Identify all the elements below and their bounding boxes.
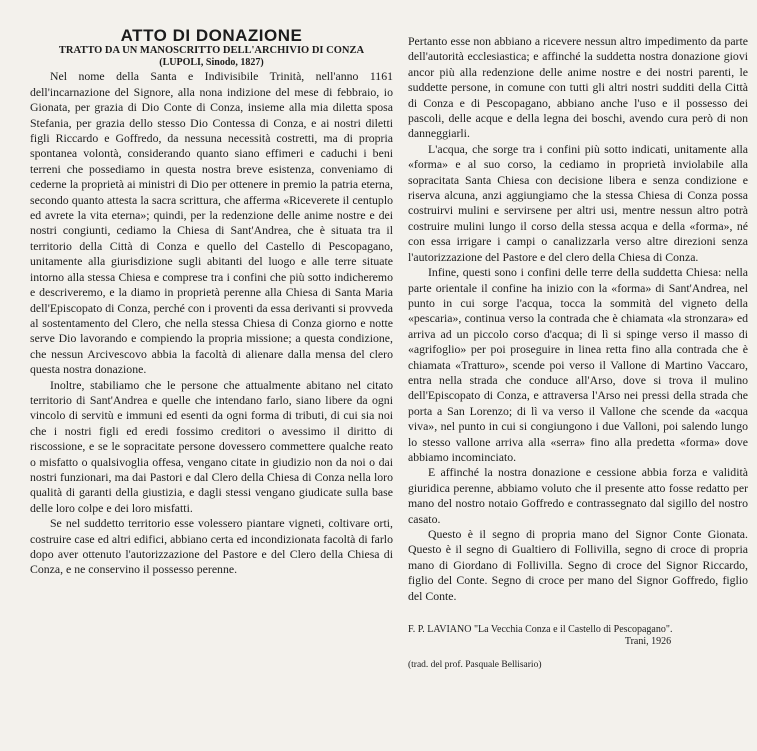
paragraph: Pertanto esse non abbiano a ricevere nessun altro impedimento da parte dell'autorità ecclesiastica; e affinché la suddetta nostra donazione giovi ancor più alla redenzione delle anime nostre e dei nostri parenti, le suddette persone, in comune con tutti gli altri nostri sudditi della Città di Conza e di Pescopagano, abbiano anche l'uso e il possesso dei pascoli, delle acque e della legna dei boschi, avendo cura però di non danneggiarli. xyxy=(408,34,748,141)
paragraph: Se nel suddetto territorio esse volessero piantare vigneti, coltivare orti, costruire case ed altri edifici, abbiano certa ed incondizionata facoltà di farlo dopo aver ottenuto l'autorizzazione del Pastore e del Clero della Chiesa di Conza, e ne conservino il possesso perenne. xyxy=(30,516,393,577)
right-column xyxy=(408,34,748,751)
paragraph: E affinché la nostra donazione e cessione abbia forza e validità giuridica perenne, abbiamo voluto che il presente atto fosse redatto per mano del nostro notaio Goffredo e contrassegnato dal sigillo del nostro casato. xyxy=(408,465,748,526)
translator-note: (trad. del prof. Pasquale Bellisario) xyxy=(408,660,542,671)
document-title: ATTO DI DONAZIONE xyxy=(120,26,303,45)
paragraph: Questo è il segno di propria mano del Signor Conte Gionata. Questo è il segno di Gualtiero di Follivilla, segno di croce di propria mano di Giordano di Follivilla. Segno di croce del Signor Riccardo, figlio del Conte. Segno di croce per mano del Signor Goffredo, figlio del Conte. xyxy=(408,527,748,603)
citation-place-year: Trani, 1926 xyxy=(624,636,672,648)
citation-source: F. P. LAVIANO "La Vecchia Conza e il Castello di Pescopagano". xyxy=(408,624,673,636)
paragraph: Infine, questi sono i confini delle terre della suddetta Chiesa: nella parte orientale il confine ha inizio con la «forma» di Sant'Andrea, nel punto in cui sorge l'acqua, tocca la sommità del vigneto della «pescaria», continua verso la contrada che è chiamata «la stronzara» ed arriva ad un piccolo corso d'acqua; di lì si spinge verso il masso di «agrifoglio» per poi proseguire in linea retta fino alla contrada che è chiamata «Tratturo», scende poi verso il Vallone di Martino Vaccaro, entra nella strada che conduce all'Arso, dove si trova il mulino dell'Episcopato di Conza, e attraversa l'Arso nei pressi della strada che porta a San Lorenzo; di lì va verso il Vallone che scende da «acqua viva», nel punto in cui si congiungono i due Valloni, poi salendo lungo lo stesso vallone arriva alla «serra» fino alla predetta «forma» dove abbiamo incominciato. xyxy=(408,265,748,464)
document-subtitle: TRATTO DA UN MANOSCRITTO DELL'ARCHIVIO DI CONZA xyxy=(58,45,365,57)
left-column xyxy=(30,28,393,751)
paragraph: L'acqua, che sorge tra i confini più sotto indicati, unitamente alla «forma» e al suo corso, la cediamo in proprietà inviolabile alla sopracitata Santa Chiesa con decisione libera e senza condizione e riserva alcuna, anzi aggiungiamo che la stessa Chiesa di Conza possa costruirvi mulini e servirsene per altri usi, mentre nessun altro potrà costruire mulini lungo il corso della stessa acqua e della «forma», né con essa irrigare i campi o canalizzarla verso altre direzioni senza l'autorizzazione del Pastore e del clero della Chiesa di Conza. xyxy=(408,141,748,264)
paragraph: Nel nome della Santa e Indivisibile Trinità, nell'anno 1161 dell'incarnazione del Signore, alla nona indizione del mese di febbraio, io Gionata, per grazia di Dio Conte di Conza, insieme alla mia diletta sposa Stefania, per grazia dello stesso Dio Contessa di Conza, e ai nostri diletti figli Riccardo e Goffredo, da nessuna necessità costretti, ma di propria spontanea volontà, considerando quanto siano effimeri e caduchi i beni terreni che possediamo in questa nostra breve esistenza, conveniamo di cederne la proprietà ai ministri di Dio per ottenere in premio la patria eterna, secondo quanto attesta la sacra scrittura, che afferma «Riceverete il centuplo ed avrete la vita eterna»; quindi, per la redenzione delle anime nostre e dei nostri congiunti, cediamo la Chiesa di Sant'Andrea, che è situata tra il territorio della Città di Conza e quello del Castello di Pescopagano, unitamente alla giurisdizione sugli abitanti del luogo e alle terre situate intorno alla stessa Chiesa e comprese tra i confini che più sotto indicheremo e descriveremo, e la diamo in proprietà perenne alla Chiesa di Santa Maria dell'Episcopato di Conza, perché con i proventi da essa derivanti si provveda al sostentamento del Clero, che nella stessa Chiesa di Conza giorno e notte serve Dio lavorando e compiendo la propria missione; a questa condizione, che nessun Arcivescovo abbia la facoltà di alienare dalla mensa del clero questa nostra donazione. xyxy=(30,69,393,377)
paragraph: Inoltre, stabiliamo che le persone che attualmente abitano nel citato territorio di Sant'Andrea e quelle che intendano farlo, siano libere da ogni vincolo di servitù e immuni ed esenti da ogni forma di tributi, di cui sia noi che i nostri figli ed eredi fossimo creditori o avessimo il diritto di riscossione, e se le sopracitate persone dovessero commettere qualche reato o misfatto o qualsivoglia offesa, vengano citate in giudizio non da noi o dai nostri funzionari, ma dai Pastori e dal Clero della Chiesa di Conza nella loro qualità di garanti della giustizia, e dagli stessi vengano giudicate sulla base delle loro colpe e dei loro misfatti. xyxy=(30,377,393,515)
citation xyxy=(408,624,748,648)
document-source: (LUPOLI, Sinodo, 1827) xyxy=(159,57,264,69)
